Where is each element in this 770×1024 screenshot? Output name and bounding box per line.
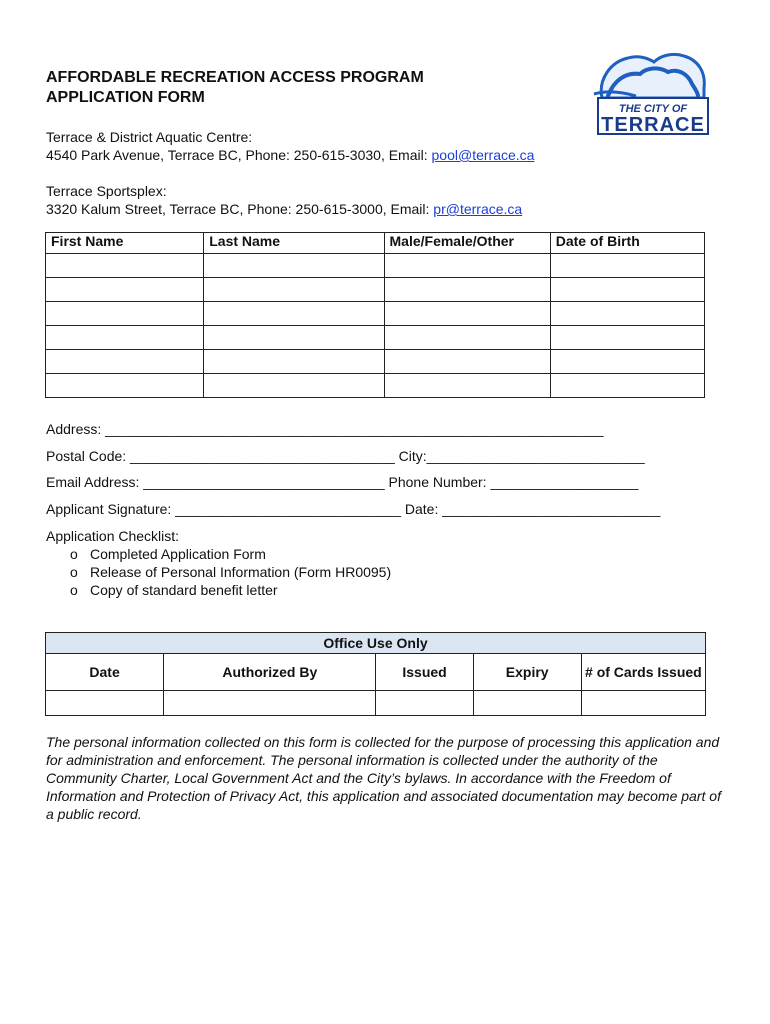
privacy-notice: The personal information collected on this form is collected for the purpose of processing this application and for administration and enforcement. The personal information is collected under the authority of the Community Charter, Local Government Act and the City’s bylaws. In accordance with the Freedom of Information and Protection of Privacy Act, this application and associated documentation may become part of a public record.: [46, 734, 721, 822]
last-name-cell[interactable]: [204, 350, 384, 374]
aquatic-centre-name: Terrace & District Aquatic Centre:: [46, 129, 253, 145]
gender-cell[interactable]: [384, 278, 550, 302]
dob-cell[interactable]: [550, 326, 704, 350]
last-name-cell[interactable]: [204, 326, 384, 350]
office-cards-header: # of Cards Issued: [581, 654, 705, 691]
sportsplex-name: Terrace Sportsplex:: [46, 183, 167, 199]
table-row: [46, 278, 705, 302]
bear-logo-icon: [588, 50, 718, 138]
office-authorized-cell[interactable]: [164, 691, 376, 716]
table-row: [46, 374, 705, 398]
checklist-item: [46, 563, 391, 581]
logo-line1: THE CITY OF: [618, 103, 688, 115]
office-authorized-header: Authorized By: [164, 654, 376, 691]
checklist-item-label: Release of Personal Information (Form HR0095): [90, 564, 392, 580]
first-name-cell[interactable]: [46, 278, 204, 302]
names-header-row: [46, 233, 705, 254]
office-use-table: [45, 632, 706, 716]
checklist-item-label: Completed Application Form: [90, 546, 266, 562]
logo-line2: TERRACE: [601, 114, 705, 136]
gender-cell[interactable]: [384, 254, 550, 278]
table-row: [46, 326, 705, 350]
table-row: [46, 350, 705, 374]
office-use-title: Office Use Only: [46, 633, 706, 654]
city-of-terrace-logo: [588, 50, 718, 138]
dob-header: Date of Birth: [550, 233, 704, 254]
postal-city-field[interactable]: Postal Code: __________________________________ City:____________________________: [46, 448, 645, 464]
first-name-header: First Name: [46, 233, 204, 254]
last-name-cell[interactable]: [204, 254, 384, 278]
office-title-row: [46, 633, 706, 654]
first-name-cell[interactable]: [46, 374, 204, 398]
dob-cell[interactable]: [550, 302, 704, 326]
checklist-bullet: o: [70, 582, 78, 598]
application-checklist: [46, 527, 391, 599]
first-name-cell[interactable]: [46, 350, 204, 374]
checklist-bullet: o: [70, 546, 78, 562]
dob-cell[interactable]: [550, 374, 704, 398]
first-name-cell[interactable]: [46, 302, 204, 326]
dob-cell[interactable]: [550, 278, 704, 302]
checklist-item: [46, 581, 391, 599]
checklist-title: Application Checklist:: [46, 528, 180, 544]
office-date-cell[interactable]: [46, 691, 164, 716]
table-row: [46, 691, 706, 716]
last-name-cell[interactable]: [204, 302, 384, 326]
address-field[interactable]: Address: ________________________________________________________________: [46, 421, 604, 437]
last-name-cell[interactable]: [204, 278, 384, 302]
sportsplex-address: 3320 Kalum Street, Terrace BC, Phone: 250-615-3000, Email:: [46, 201, 434, 217]
form-title: [46, 68, 424, 108]
last-name-cell[interactable]: [204, 374, 384, 398]
dob-cell[interactable]: [550, 350, 704, 374]
office-expiry-cell[interactable]: [473, 691, 581, 716]
last-name-header: Last Name: [204, 233, 384, 254]
gender-cell[interactable]: [384, 326, 550, 350]
gender-header: Male/Female/Other: [384, 233, 550, 254]
sportsplex-contact: [46, 182, 522, 218]
first-name-cell[interactable]: [46, 254, 204, 278]
checklist-bullet: o: [70, 564, 78, 580]
aquatic-email-link[interactable]: pool@terrace.ca: [431, 147, 535, 163]
gender-cell[interactable]: [384, 302, 550, 326]
aquatic-centre-contact: [46, 128, 534, 164]
dob-cell[interactable]: [550, 254, 704, 278]
table-row: [46, 254, 705, 278]
first-name-cell[interactable]: [46, 326, 204, 350]
checklist-item-label: Copy of standard benefit letter: [90, 582, 278, 598]
sportsplex-details: [46, 200, 522, 218]
sportsplex-email-link[interactable]: pr@terrace.ca: [433, 201, 523, 217]
office-header-row: [46, 654, 706, 691]
gender-cell[interactable]: [384, 374, 550, 398]
aquatic-centre-address: 4540 Park Avenue, Terrace BC, Phone: 250-615-3030, Email:: [46, 147, 432, 163]
office-expiry-header: Expiry: [473, 654, 581, 691]
signature-date-field[interactable]: Applicant Signature: _____________________________ Date: ____________________________: [46, 501, 661, 517]
checklist-item: [46, 545, 391, 563]
office-cards-cell[interactable]: [581, 691, 705, 716]
email-phone-field[interactable]: Email Address: _______________________________ Phone Number: ___________________: [46, 474, 639, 490]
gender-cell[interactable]: [384, 350, 550, 374]
office-issued-header: Issued: [376, 654, 473, 691]
office-date-header: Date: [46, 654, 164, 691]
aquatic-centre-details: [46, 146, 534, 164]
table-row: [46, 302, 705, 326]
office-issued-cell[interactable]: [376, 691, 473, 716]
form-title-line2: APPLICATION FORM: [46, 89, 205, 106]
form-title-line1: AFFORDABLE RECREATION ACCESS PROGRAM: [46, 69, 424, 86]
applicant-names-table: [45, 232, 705, 398]
